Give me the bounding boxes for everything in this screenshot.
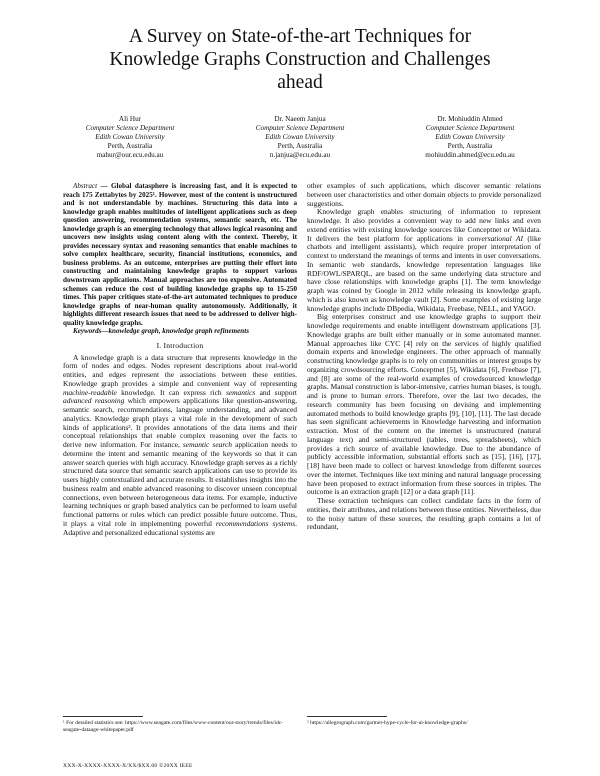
body-paragraph (307, 208, 541, 313)
author-city: Perth, Australia (447, 142, 493, 150)
italic-run: recommendations systems (215, 518, 296, 528)
left-column (63, 182, 297, 537)
author-3 (395, 115, 545, 160)
text-run: which empowers applications like question-answering, semantic search, recommendations, language understanding, and advanced analytics. Knowledge graph plays a vital role in the development of such kinds of applications². It provides annotations of the data items and their conceptual relationships that enable complex reasoning over the facts to derive new information. For instance, (63, 396, 297, 450)
italic-run: machine-readable (63, 387, 117, 397)
author-email[interactable]: mohiuddin.ahmed@ecu.edu.au (425, 151, 515, 159)
italic-run: semantics (225, 387, 256, 397)
title-line-3: ahead (277, 72, 323, 93)
footnote-right (307, 716, 541, 727)
footnote-left (63, 716, 297, 734)
author-dept: Computer Science Department (85, 124, 175, 132)
author-city: Perth, Australia (277, 142, 323, 150)
copyright-notice: XXX-X-XXXX-XXXX-X/XX/$XX.00 ©20XX IEEE (63, 763, 193, 769)
author-dept: Computer Science Department (255, 124, 345, 132)
keywords: Keywords—knowledge graph, knowledge graph refinements (73, 327, 249, 336)
author-univ: Edith Cowan University (265, 133, 335, 141)
intro-paragraph (63, 354, 297, 538)
text-run: . Adaptive and personalized educational systems are (63, 518, 297, 537)
italic-run: conversational AI (467, 233, 523, 243)
author-email[interactable]: mahur@our.ecu.edu.au (96, 151, 164, 159)
abstract-lead: Abstract (73, 182, 98, 190)
text-run: Knowledge graph enables structuring of information to represent knowledge. It also provides a convenient way to add new links and even extend entities with existing knowledge sources like Conceptnet or Wikidata. It delivers the best platform for applications in (307, 207, 541, 243)
title-line-2: Knowledge Graphs Construction and Challenges (109, 49, 491, 70)
body-paragraph: Big enterprises construct and use knowledge graphs to support their knowledge requirements and enable intelligent downstream applications [3]. Knowledge graphs are built either manually or in some automated manner. Manual approaches like CYC [4] rely on the services of highly qualified domain experts and knowledge engineers. The other approach of manually constructing knowledge graphs is to rely on communities or interest groups by organizing crowdsourcing efforts. Conceptnet [5], Wikidata [6], Freebase [7], and [8] are some of the real-world examples of crowdsourced knowledge graphs. Manual construction is labor-intensive, carries human biases, is tough, and is prone to human errors. Therefore, over the last two decades, the research community has been focusing on devising and implementing automated methods to build knowledge graphs [9], [10], [11]. The last decade has seen significant achievements in Knowledge harvesting and information extraction. Most of the content on the internet is unstructured (natural language text) and semi-structured (tables, trees, spreadsheets), which provides a rich source of available knowledge. Due to the abundance of publicly accessible information, substantial efforts such as [15], [16], [17], [18] have been made to collect or harvest knowledge from different sources over the internet. Techniques like text mining and natural language processing have been proposed to extract information from these sources in triples. The outcome is an extraction graph [12] or a data graph [11]. (307, 312, 541, 497)
body-paragraph: These extraction techniques can collect candidate facts in the form of entities, their attributes, and relations between these entities. Nevertheless, due to the noisy nature of these sources, the resulting graph contains a lot of redundant, (307, 496, 541, 532)
author-name: Dr. Naeem Janjua (274, 115, 326, 123)
footnote-1[interactable]: ¹ For detailed statistics see: https://www.seagate.com/files/www-content/our-story/trends/files/idc-seagate-dataage-whitepaper.pdf (63, 720, 284, 733)
text-run: application needs to determine the intent and semantic meaning of the keywords so that it can answer search queries with high accuracy. Knowledge graph serves as a richly structured data source that semantic search applications can use to provide its users highly contextualized and accurate results. It establishes insights into the business realm and enable advanced reasoning to discover unseen conceptual connections, even between heterogeneous data items. For example, inductive learning techniques or graph based analytics can be performed to learn useful functional patterns or rules which can predict possible future outcome. Thus, it plays a vital role in implementing powerful (63, 440, 297, 528)
text-run: knowledge. It can express rich (116, 387, 226, 397)
author-name: Dr. Mohiuddin Ahmed (437, 115, 503, 123)
title-line-1: A Survey on State-of-the-art Techniques for (128, 26, 472, 47)
author-2 (225, 115, 375, 160)
author-univ: Edith Cowan University (435, 133, 505, 141)
author-name: Ali Hur (118, 115, 142, 123)
author-city: Perth, Australia (107, 142, 153, 150)
text-run: and support (255, 387, 297, 397)
abstract-text: — Global datasphere is increasing fast, and it is expected to reach 175 Zettabytes by 2025¹. However, most of the content is unstructured and is not understandable by machines. Structuring this data into a knowledge graph enables multitudes of intelligent applications such as deep question answering, recommendation systems, semantic search, etc. The knowledge graph is an emerging technology that allows logical reasoning and uncovers new insights using content along with the context. Thereby, it provides necessary syntax and reasoning semantics that enable machines to solve complex healthcare, security, financial institutions, economics, and business problems. As an outcome, enterprises are putting their effort into constructing and maintaining knowledge graphs to support various downstream applications. Manual approaches are too expensive. Automated schemes can reduce the cost of building knowledge graphs up to 15-250 times. This paper critiques state-of-the-art automated techniques to produce knowledge graphs of near-human quality autonomously. Additionally, it highlights different research issues that need to be addressed to deliver high-quality knowledge graphs. (63, 182, 297, 327)
author-email[interactable]: n.janjua@ecu.edu.au (269, 151, 331, 159)
footnote-2[interactable]: ² https://allegrograph.com/gartner-hype-cycle-for-ai-knowledge-graphs/ (307, 720, 468, 726)
body-paragraph: other examples of such applications, which discover semantic relations between user characteristics and other domain objects to provide personalized suggestions. (307, 181, 541, 208)
right-column (307, 182, 541, 532)
footnote-rule (63, 716, 143, 717)
author-univ: Edith Cowan University (95, 133, 165, 141)
author-dept: Computer Science Department (425, 124, 515, 132)
text-run: A knowledge graph is a data structure that represents knowledge in the form of nodes and edges. Nodes represent descriptions about real-world entities, and edges represent the associations between these entities. Knowledge graph provides a simple and convenient way of representing (63, 352, 297, 388)
italic-run: advanced reasoning (63, 396, 125, 406)
paper-title (40, 25, 560, 94)
author-1 (55, 115, 205, 160)
italic-run: semantic search (182, 440, 232, 450)
abstract (63, 182, 297, 327)
author-block (55, 115, 545, 160)
footnote-rule (307, 716, 387, 717)
section-heading-introduction: I. Introduction (156, 340, 204, 350)
text-run: (like chatbots and intelligent assistants), which require proper interpretation of context to understand the meanings of terms and intents in user conversations. In semantic web standards, knowledge representation languages like RDF/OWL/SPARQL, are based on the same underlying data structure and have close relationships with knowledge graphs [1]. The term knowledge graph was coined by Google in 2012 while releasing its knowledge graph, which is also known as knowledge vault [2]. Some examples of existing large knowledge graphs include DBpedia, Wikidata, Freebase, NELL, and YAGO. (307, 233, 541, 313)
